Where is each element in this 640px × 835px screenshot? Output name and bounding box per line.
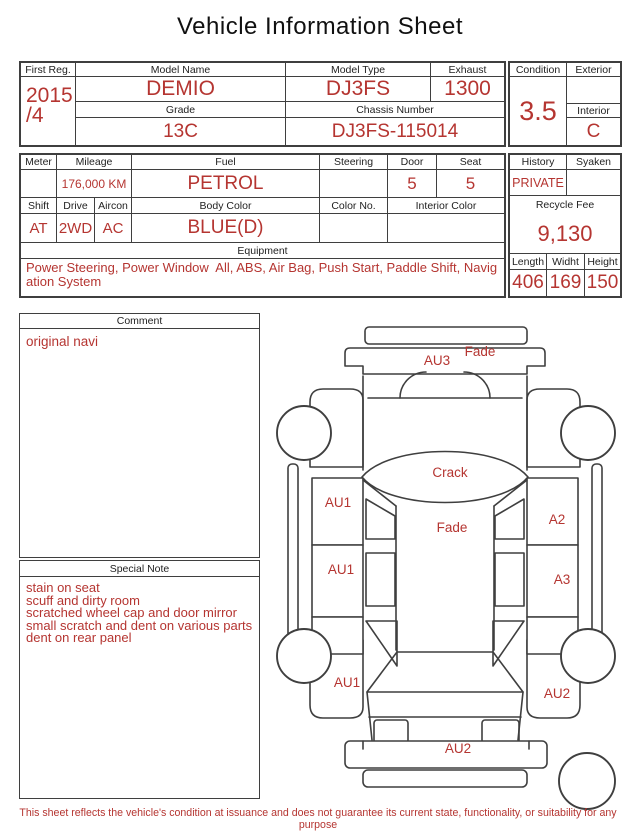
left-quarter-grade-label: AU1 <box>333 675 361 690</box>
model-type-value: DJ3FS <box>286 77 431 101</box>
front-left-wheel <box>277 406 331 460</box>
right-front-door-glass <box>495 499 524 539</box>
body-color-label: Body Color <box>132 198 320 213</box>
front-bumper-note-label: Fade <box>464 344 496 359</box>
detail-header-row-2 <box>21 198 504 214</box>
left-rear-door-grade-label: AU1 <box>327 562 355 577</box>
special-note-line: small scratch and dent on various parts <box>26 617 253 633</box>
right-quarter-grade-label: AU2 <box>543 686 571 701</box>
drive-value: 2WD <box>57 214 95 242</box>
chassis-number-value: DJ3FS-115014 <box>331 120 459 142</box>
comment-text: original navi <box>26 334 99 349</box>
syaken-label: Syaken <box>575 156 612 168</box>
grade-label: Grade <box>76 102 286 117</box>
hatch-left-edge <box>367 692 372 740</box>
special-note-text <box>20 577 259 798</box>
first-reg-value <box>21 77 75 145</box>
info-table-main <box>76 63 504 145</box>
left-rear-door-panel <box>312 545 363 617</box>
color-no-value <box>320 214 388 242</box>
history-header-row <box>510 155 620 170</box>
info-value-row-2 <box>76 118 504 145</box>
equipment-label: Equipment <box>21 243 504 259</box>
mileage-label: Mileage <box>57 155 132 169</box>
special-note-line: scratched wheel cap and door mirror <box>26 605 237 620</box>
left-sill <box>288 464 298 644</box>
right-sill <box>592 464 602 644</box>
history-value: PRIVATE <box>510 170 567 195</box>
history-box <box>508 153 622 298</box>
info-table <box>19 61 506 147</box>
first-reg-month: /4 <box>26 104 44 127</box>
rear-panel-grade-label: AU2 <box>444 741 472 756</box>
recycle-fee-value: 9,130 <box>510 214 620 254</box>
condition-label: Condition <box>510 63 566 77</box>
condition-box <box>508 61 622 147</box>
comment-label: Comment <box>20 314 259 329</box>
first-reg-label: First Reg. <box>21 63 75 77</box>
condition-column <box>510 63 567 145</box>
chassis-number-label: Chassis Number <box>356 103 434 116</box>
page-title: Vehicle Information Sheet <box>176 13 463 40</box>
mileage-value: 176,000 KM <box>57 170 132 197</box>
info-header-row-1 <box>76 63 504 77</box>
model-name-label: Model Name <box>76 63 286 76</box>
rear-window <box>367 652 523 692</box>
interior-grade: C <box>586 120 601 142</box>
front-panel-grade-label: AU3 <box>423 353 451 368</box>
exhaust-label: Exhaust <box>448 63 487 76</box>
rear-bumper-lower-bar <box>363 770 527 787</box>
shift-value: AT <box>21 214 57 242</box>
rear-right-wheel <box>561 629 615 683</box>
door-label: Door <box>388 155 437 169</box>
left-front-door-grade-label: AU1 <box>324 495 352 510</box>
left-front-door-glass <box>366 499 395 539</box>
seat-label: Seat <box>459 156 482 168</box>
special-note-label: Special Note <box>20 561 259 577</box>
front-right-wheel <box>561 406 615 460</box>
steering-value <box>320 170 388 197</box>
history-label: History <box>510 155 567 169</box>
left-front-door-panel <box>312 478 363 545</box>
height-value: 150 <box>586 272 619 293</box>
aircon-label: Aircon <box>95 198 132 213</box>
special-note-line: dent on rear panel <box>26 630 132 645</box>
rear-left-wheel <box>277 629 331 683</box>
length-value: 406 <box>510 270 547 296</box>
right-rear-door-glass <box>495 553 524 606</box>
exterior-grade <box>567 77 620 104</box>
interior-color-value <box>388 214 504 242</box>
equipment-value: Power Steering, Power Window All, ABS, Air Bag, Push Start, Paddle Shift, Navigation System <box>26 260 498 289</box>
first-reg-year: 2015 <box>26 84 73 107</box>
special-note-line: scuff and dirty room <box>26 592 140 608</box>
fuel-value: PETROL <box>132 170 320 197</box>
right-rear-door-grade-label: A3 <box>553 572 571 587</box>
hood-right-arc <box>464 372 490 398</box>
right-taillight <box>482 720 519 743</box>
body-color-value: BLUE(D) <box>132 214 320 242</box>
detail-value-row-2 <box>21 214 504 243</box>
disclaimer-text: This sheet reflects the vehicle's condition at issuance and does not guarantee its current state, functionality, or suitability for any purpose <box>19 807 617 831</box>
spare-tire <box>559 753 615 809</box>
height-label: Height <box>587 255 618 268</box>
special-note-box <box>19 560 260 799</box>
width-label: Widht <box>547 254 585 269</box>
drive-label: Drive <box>57 198 95 213</box>
right-rear-door-panel <box>527 545 578 617</box>
shift-label: Shift <box>21 198 57 213</box>
special-note-line: stain on seat <box>26 580 100 595</box>
exhaust-value: 1300 <box>444 77 491 100</box>
detail-header-row-1 <box>21 155 504 170</box>
condition-score: 3.5 <box>519 95 557 126</box>
recycle-fee-label: Recycle Fee <box>535 199 595 211</box>
grade-value: 13C <box>76 118 286 145</box>
exterior-label: Exterior <box>567 63 620 77</box>
model-name-value: DEMIO <box>76 77 286 101</box>
meter-label: Meter <box>21 155 57 169</box>
dimensions-value-row <box>510 270 620 296</box>
detail-table <box>19 153 506 298</box>
car-damage-diagram <box>270 300 640 815</box>
syaken-value <box>567 170 620 195</box>
seat-value: 5 <box>465 173 476 193</box>
history-value-row <box>510 170 620 196</box>
left-rear-door-glass <box>366 553 395 606</box>
dimensions-header-row <box>510 254 620 270</box>
length-label: Length <box>510 254 547 269</box>
door-value: 5 <box>388 170 437 197</box>
first-reg-column <box>21 63 76 145</box>
roof-note-label: Fade <box>436 520 468 535</box>
interior-color-label: Interior Color <box>415 199 477 212</box>
interior-label: Interior <box>567 104 620 118</box>
info-value-row-1 <box>76 77 504 102</box>
steering-label: Steering <box>320 155 388 169</box>
left-taillight <box>374 720 408 743</box>
right-front-door-grade-label: A2 <box>548 512 566 527</box>
detail-value-row-1 <box>21 170 504 198</box>
hood-left-arc <box>400 372 426 398</box>
front-bumper-top-bar <box>365 327 527 344</box>
info-header-row-2 <box>76 102 504 118</box>
width-value: 169 <box>547 270 585 296</box>
exterior-interior-column <box>567 63 620 145</box>
aircon-value: AC <box>95 214 132 242</box>
color-no-label: Color No. <box>320 198 388 213</box>
meter-value <box>21 170 57 197</box>
fuel-label: Fuel <box>132 155 320 169</box>
comment-box <box>19 313 260 558</box>
windshield-note-label: Crack <box>432 465 468 480</box>
model-type-label: Model Type <box>286 63 431 76</box>
